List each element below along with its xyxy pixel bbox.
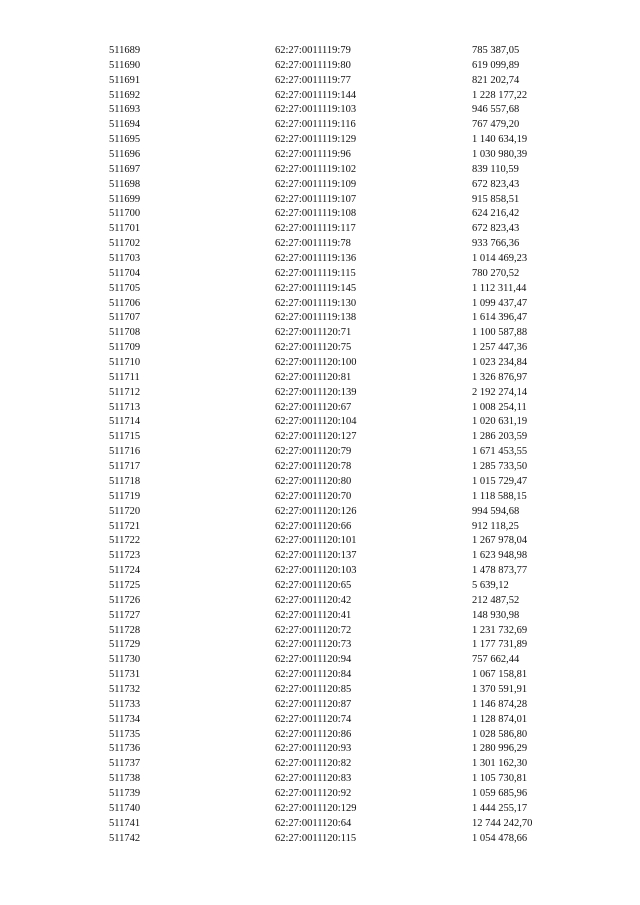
cadastral-value: 1 444 255,17	[472, 802, 528, 814]
row-number: 511735	[109, 728, 141, 740]
row-number: 511691	[109, 74, 141, 86]
table-row	[0, 520, 640, 535]
cadastral-value: 1 370 591,91	[472, 683, 528, 695]
cadastral-number: 62:27:0011119:129	[275, 134, 357, 146]
row-number: 511707	[109, 312, 141, 324]
table-row	[0, 237, 640, 252]
cadastral-number: 62:27:0011120:81	[275, 371, 352, 383]
table-row	[0, 133, 640, 148]
cadastral-value: 1 231 732,69	[472, 624, 528, 636]
cadastral-number: 62:27:0011120:139	[275, 386, 357, 398]
cadastral-number: 62:27:0011120:70	[275, 490, 352, 502]
row-number: 511706	[109, 297, 141, 309]
table-row	[0, 728, 640, 743]
cadastral-number: 62:27:0011119:108	[275, 208, 357, 220]
table-row	[0, 653, 640, 668]
row-number: 511694	[109, 119, 141, 131]
cadastral-number: 62:27:0011119:107	[275, 193, 357, 205]
table-row	[0, 549, 640, 564]
row-number: 511692	[109, 89, 141, 101]
cadastral-value: 994 594,68	[472, 505, 520, 517]
row-number: 511717	[109, 461, 141, 473]
cadastral-value: 1 301 162,30	[472, 758, 528, 770]
cadastral-number: 62:27:0011119:144	[275, 89, 357, 101]
table-row	[0, 802, 640, 817]
cadastral-value: 1 326 876,97	[472, 371, 528, 383]
row-number: 511715	[109, 431, 141, 443]
table-row	[0, 787, 640, 802]
cadastral-value: 672 823,43	[472, 223, 520, 235]
cadastral-number: 62:27:0011119:80	[275, 59, 351, 71]
cadastral-value: 12 744 242,70	[472, 817, 533, 829]
row-number: 511693	[109, 104, 141, 116]
cadastral-value: 1 028 586,80	[472, 728, 528, 740]
table-row	[0, 683, 640, 698]
cadastral-number: 62:27:0011119:109	[275, 178, 357, 190]
row-number: 511720	[109, 505, 141, 517]
cadastral-number: 62:27:0011120:80	[275, 475, 352, 487]
table-row	[0, 282, 640, 297]
table-row	[0, 490, 640, 505]
table-row	[0, 475, 640, 490]
table-row	[0, 430, 640, 445]
table-row	[0, 609, 640, 624]
table-row	[0, 103, 640, 118]
cadastral-value: 1 286 203,59	[472, 431, 528, 443]
table-row	[0, 297, 640, 312]
cadastral-value: 912 118,25	[472, 520, 519, 532]
cadastral-value: 1 100 587,88	[472, 327, 528, 339]
row-number: 511731	[109, 669, 141, 681]
table-row	[0, 44, 640, 59]
cadastral-number: 62:27:0011120:73	[275, 639, 352, 651]
cadastral-value: 2 192 274,14	[472, 386, 528, 398]
cadastral-number: 62:27:0011120:100	[275, 357, 357, 369]
cadastral-number: 62:27:0011120:65	[275, 579, 352, 591]
cadastral-value: 1 671 453,55	[472, 446, 528, 458]
cadastral-number: 62:27:0011119:103	[275, 104, 357, 116]
table-row	[0, 59, 640, 74]
table-row	[0, 564, 640, 579]
table-row	[0, 89, 640, 104]
table-row	[0, 222, 640, 237]
row-number: 511696	[109, 149, 141, 161]
cadastral-number: 62:27:0011120:127	[275, 431, 357, 443]
cadastral-value: 1 020 631,19	[472, 416, 528, 428]
cadastral-value: 1 054 478,66	[472, 832, 528, 844]
cadastral-number: 62:27:0011120:86	[275, 728, 352, 740]
cadastral-value: 1 008 254,11	[472, 401, 527, 413]
row-number: 511700	[109, 208, 141, 220]
row-number: 511736	[109, 743, 141, 755]
row-number: 511689	[109, 45, 141, 56]
cadastral-value: 1 177 731,89	[472, 639, 528, 651]
table-row	[0, 817, 640, 832]
row-number: 511732	[109, 683, 141, 695]
table-row	[0, 460, 640, 475]
table-row	[0, 326, 640, 341]
row-number: 511705	[109, 282, 141, 294]
table-row	[0, 207, 640, 222]
cadastral-number: 62:27:0011120:67	[275, 401, 352, 413]
cadastral-number: 62:27:0011120:101	[275, 535, 357, 547]
row-number: 511718	[109, 475, 141, 487]
cadastral-number: 62:27:0011120:93	[275, 743, 352, 755]
cadastral-value: 1 059 685,96	[472, 787, 528, 799]
row-number: 511699	[109, 193, 141, 205]
row-number: 511740	[109, 802, 141, 814]
table-row	[0, 267, 640, 282]
cadastral-value: 821 202,74	[472, 74, 520, 86]
table-row	[0, 772, 640, 787]
cadastral-value: 1 140 634,19	[472, 134, 528, 146]
row-number: 511724	[109, 565, 141, 577]
cadastral-value: 1 623 948,98	[472, 550, 528, 562]
cadastral-value: 1 105 730,81	[472, 773, 528, 785]
table-row	[0, 356, 640, 371]
table-row	[0, 698, 640, 713]
cadastral-number: 62:27:0011119:116	[275, 119, 356, 131]
table-row	[0, 505, 640, 520]
cadastral-value: 1 015 729,47	[472, 475, 528, 487]
row-number: 511742	[109, 832, 141, 844]
cadastral-number: 62:27:0011120:84	[275, 669, 352, 681]
row-number: 511704	[109, 267, 141, 279]
cadastral-value: 5 639,12	[472, 579, 509, 591]
cadastral-value: 767 479,20	[472, 119, 520, 131]
cadastral-number: 62:27:0011120:41	[275, 609, 352, 621]
row-number: 511727	[109, 609, 141, 621]
table-row	[0, 445, 640, 460]
cadastral-number: 62:27:0011120:64	[275, 817, 352, 829]
row-number: 511733	[109, 698, 141, 710]
row-number: 511708	[109, 327, 141, 339]
row-number: 511716	[109, 446, 141, 458]
cadastral-number: 62:27:0011119:102	[275, 163, 357, 175]
cadastral-number: 62:27:0011120:83	[275, 773, 352, 785]
cadastral-value: 1 099 437,47	[472, 297, 528, 309]
row-number: 511714	[109, 416, 141, 428]
cadastral-number: 62:27:0011120:78	[275, 461, 352, 473]
table-row	[0, 668, 640, 683]
table-row	[0, 638, 640, 653]
cadastral-value: 1 267 978,04	[472, 535, 528, 547]
table-row	[0, 163, 640, 178]
cadastral-number: 62:27:0011119:136	[275, 253, 357, 265]
row-number: 511738	[109, 773, 141, 785]
cadastral-number: 62:27:0011120:79	[275, 446, 352, 458]
cadastral-value: 672 823,43	[472, 178, 520, 190]
cadastral-value: 785 387,05	[472, 45, 520, 56]
table-row	[0, 193, 640, 208]
row-number: 511723	[109, 550, 141, 562]
cadastral-value: 1 146 874,28	[472, 698, 528, 710]
table-row	[0, 401, 640, 416]
cadastral-number: 62:27:0011119:77	[275, 74, 351, 86]
cadastral-value: 148 930,98	[472, 609, 520, 621]
table-row	[0, 341, 640, 356]
cadastral-number: 62:27:0011119:117	[275, 223, 356, 235]
row-number: 511697	[109, 163, 141, 175]
cadastral-number: 62:27:0011119:79	[275, 45, 351, 56]
cadastral-value: 757 662,44	[472, 654, 520, 666]
cadastral-value: 1 014 469,23	[472, 253, 528, 265]
table-row	[0, 713, 640, 728]
cadastral-number: 62:27:0011120:137	[275, 550, 357, 562]
row-number: 511711	[109, 371, 140, 383]
table-row	[0, 148, 640, 163]
row-number: 511695	[109, 134, 141, 146]
row-number: 511713	[109, 401, 141, 413]
cadastral-number: 62:27:0011119:96	[275, 149, 351, 161]
cadastral-value: 1 257 447,36	[472, 342, 528, 354]
row-number: 511710	[109, 357, 141, 369]
cadastral-value: 915 858,51	[472, 193, 520, 205]
cadastral-value: 839 110,59	[472, 163, 519, 175]
cadastral-value: 1 478 873,77	[472, 565, 528, 577]
cadastral-number: 62:27:0011120:115	[275, 832, 357, 844]
cadastral-value: 1 285 733,50	[472, 461, 528, 473]
cadastral-number: 62:27:0011120:42	[275, 594, 352, 606]
table-row	[0, 579, 640, 594]
row-number: 511702	[109, 238, 141, 250]
cadastral-number: 62:27:0011120:85	[275, 683, 352, 695]
row-number: 511739	[109, 787, 141, 799]
cadastral-number: 62:27:0011120:74	[275, 713, 352, 725]
cadastral-value: 1 030 980,39	[472, 149, 528, 161]
row-number: 511698	[109, 178, 141, 190]
cadastral-number: 62:27:0011120:66	[275, 520, 352, 532]
cadastral-value: 1 118 588,15	[472, 490, 527, 502]
cadastral-number: 62:27:0011120:92	[275, 787, 352, 799]
row-number: 511725	[109, 579, 141, 591]
table-row	[0, 534, 640, 549]
table-row	[0, 74, 640, 89]
cadastral-number: 62:27:0011120:75	[275, 342, 352, 354]
table-row	[0, 118, 640, 133]
cadastral-value: 619 099,89	[472, 59, 520, 71]
table-row	[0, 757, 640, 772]
cadastral-number: 62:27:0011120:71	[275, 327, 352, 339]
table-row	[0, 415, 640, 430]
cadastral-number: 62:27:0011120:129	[275, 802, 357, 814]
cadastral-value: 1 023 234,84	[472, 357, 528, 369]
row-number: 511729	[109, 639, 141, 651]
cadastral-number: 62:27:0011119:130	[275, 297, 357, 309]
row-number: 511737	[109, 758, 141, 770]
row-number: 511703	[109, 253, 141, 265]
row-number: 511730	[109, 654, 141, 666]
cadastral-number: 62:27:0011119:115	[275, 267, 356, 279]
table-row	[0, 311, 640, 326]
cadastral-value: 1 128 874,01	[472, 713, 528, 725]
table-row	[0, 594, 640, 609]
row-number: 511721	[109, 520, 141, 532]
table-row	[0, 252, 640, 267]
table-row	[0, 832, 640, 847]
table-row	[0, 386, 640, 401]
cadastral-value: 1 228 177,22	[472, 89, 528, 101]
table-row	[0, 178, 640, 193]
cadastral-number: 62:27:0011119:145	[275, 282, 357, 294]
cadastral-number: 62:27:0011120:82	[275, 758, 352, 770]
cadastral-number: 62:27:0011120:87	[275, 698, 352, 710]
cadastral-number: 62:27:0011120:126	[275, 505, 357, 517]
row-number: 511701	[109, 223, 141, 235]
cadastral-number: 62:27:0011120:94	[275, 654, 352, 666]
row-number: 511741	[109, 817, 141, 829]
row-number: 511712	[109, 386, 141, 398]
cadastral-value: 624 216,42	[472, 208, 520, 220]
cadastral-value: 1 614 396,47	[472, 312, 528, 324]
cadastral-value: 780 270,52	[472, 267, 520, 279]
table-row	[0, 624, 640, 639]
table-row	[0, 742, 640, 757]
table-row	[0, 371, 640, 386]
row-number: 511734	[109, 713, 141, 725]
cadastral-value: 946 557,68	[472, 104, 520, 116]
row-number: 511728	[109, 624, 141, 636]
row-number: 511709	[109, 342, 141, 354]
data-table	[0, 44, 640, 846]
cadastral-value: 1 067 158,81	[472, 669, 528, 681]
cadastral-number: 62:27:0011119:78	[275, 238, 351, 250]
cadastral-value: 1 112 311,44	[472, 282, 527, 294]
cadastral-value: 1 280 996,29	[472, 743, 528, 755]
cadastral-number: 62:27:0011119:138	[275, 312, 357, 324]
cadastral-value: 212 487,52	[472, 594, 520, 606]
row-number: 511722	[109, 535, 141, 547]
cadastral-number: 62:27:0011120:72	[275, 624, 352, 636]
row-number: 511719	[109, 490, 141, 502]
cadastral-number: 62:27:0011120:103	[275, 565, 357, 577]
cadastral-value: 933 766,36	[472, 238, 520, 250]
cadastral-number: 62:27:0011120:104	[275, 416, 357, 428]
row-number: 511690	[109, 59, 141, 71]
row-number: 511726	[109, 594, 141, 606]
